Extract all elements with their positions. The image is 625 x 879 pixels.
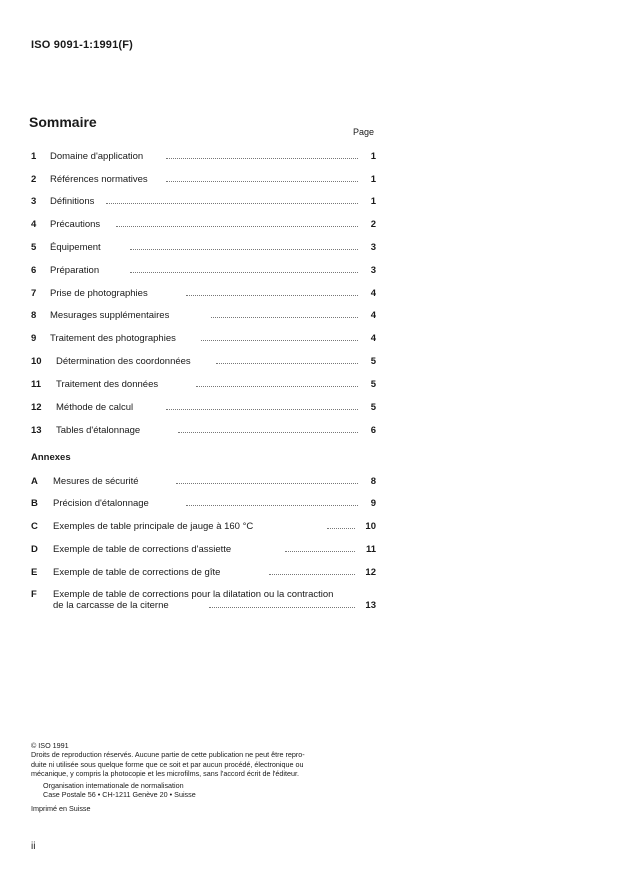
annex-label-line1: Exemple de table de corrections pour la dilatation ou la contraction <box>53 589 334 600</box>
page-number: ii <box>31 841 36 852</box>
toc-entry-number: 2 <box>31 174 37 185</box>
toc-entry[interactable] <box>31 379 376 393</box>
toc-entry[interactable] <box>31 310 376 324</box>
toc-entry[interactable] <box>31 333 376 347</box>
annex-entry[interactable] <box>31 589 376 613</box>
toc-entry-number: 6 <box>31 265 37 276</box>
leader-dots <box>130 272 358 273</box>
annex-entry[interactable] <box>31 544 376 558</box>
leader-dots <box>209 607 355 608</box>
leader-dots <box>166 181 358 182</box>
annex-entry[interactable] <box>31 521 376 535</box>
toc-entry-page: 1 <box>370 196 376 207</box>
toc-entry-label: Équipement <box>50 242 101 253</box>
toc-entry-page: 3 <box>370 242 376 253</box>
leader-dots <box>176 483 358 484</box>
toc-entry-page: 5 <box>370 356 376 367</box>
toc-entry-label: Références normatives <box>50 174 148 185</box>
annex-letter: D <box>31 544 38 555</box>
toc-entry[interactable] <box>31 425 376 439</box>
annex-label: Mesures de sécurité <box>53 476 139 487</box>
toc-entry-number: 9 <box>31 333 37 344</box>
annex-page: 10 <box>365 521 376 532</box>
copyright-block <box>31 741 305 813</box>
toc-entry-page: 1 <box>370 174 376 185</box>
leader-dots <box>269 574 355 575</box>
annex-page: 13 <box>365 600 376 611</box>
toc-entry-page: 5 <box>370 379 376 390</box>
toc-entry[interactable] <box>31 174 376 188</box>
toc-entry-label: Mesurages supplémentaires <box>50 310 170 321</box>
toc-entry[interactable] <box>31 151 376 165</box>
leader-dots <box>186 295 358 296</box>
annex-page: 11 <box>365 544 376 555</box>
annex-label: Exemple de table de corrections de gîte <box>53 567 221 578</box>
toc-entry-page: 4 <box>370 333 376 344</box>
rights-line: Droits de reproduction réservés. Aucune partie de cette publication ne peut être repro- <box>31 750 305 760</box>
toc-entry-label: Méthode de calcul <box>56 402 134 413</box>
toc-entry-number: 12 <box>31 402 42 413</box>
toc-entry-label: Définitions <box>50 196 95 207</box>
toc-entry-number: 13 <box>31 425 42 436</box>
toc-entry[interactable] <box>31 265 376 279</box>
annex-label: Précision d'étalonnage <box>53 498 149 509</box>
toc-entry-page: 3 <box>370 265 376 276</box>
toc-entry-label: Domaine d'application <box>50 151 144 162</box>
annex-label: Exemple de table de corrections d'assiette <box>53 544 232 555</box>
toc-entry-page: 1 <box>370 151 376 162</box>
leader-dots <box>327 528 355 529</box>
annex-page: 8 <box>370 476 376 487</box>
toc-entry-label: Tables d'étalonnage <box>56 425 141 436</box>
toc-entry[interactable] <box>31 288 376 302</box>
toc-entry-label: Précautions <box>50 219 101 230</box>
toc-entry-label: Traitement des photographies <box>50 333 176 344</box>
toc-entry[interactable] <box>31 196 376 210</box>
leader-dots <box>211 317 358 318</box>
toc-entry-label: Détermination des coordonnées <box>56 356 191 367</box>
leader-dots <box>130 249 358 250</box>
annex-entry[interactable] <box>31 567 376 581</box>
toc-entry-number: 4 <box>31 219 37 230</box>
toc-entry-number: 1 <box>31 151 37 162</box>
toc-entry-number: 3 <box>31 196 37 207</box>
leader-dots <box>201 340 358 341</box>
leader-dots <box>166 158 358 159</box>
toc-entry[interactable] <box>31 402 376 416</box>
annexes-heading: Annexes <box>31 452 71 463</box>
toc-entry-label: Préparation <box>50 265 100 276</box>
leader-dots <box>285 551 355 552</box>
annex-letter: B <box>31 498 38 509</box>
annex-letter: F <box>31 589 37 600</box>
organization: Organisation internationale de normalisation <box>43 781 184 791</box>
leader-dots <box>116 226 358 227</box>
toc-entry-number: 7 <box>31 288 37 299</box>
document-id: ISO 9091-1:1991(F) <box>31 39 134 51</box>
toc-entry-page: 4 <box>370 288 376 299</box>
annex-page: 9 <box>370 498 376 509</box>
toc-entry-label: Prise de photographies <box>50 288 148 299</box>
leader-dots <box>166 409 358 410</box>
leader-dots <box>196 386 358 387</box>
toc-entry-number: 8 <box>31 310 37 321</box>
toc-entry-page: 5 <box>370 402 376 413</box>
toc-entry-number: 10 <box>31 356 42 367</box>
page-column-label: Page <box>353 127 375 137</box>
annex-entry[interactable] <box>31 476 376 490</box>
printed-in: Imprimé en Suisse <box>31 803 91 813</box>
annex-letter: E <box>31 567 38 578</box>
address: Case Postale 56 • CH-1211 Genève 20 • Suisse <box>43 790 196 800</box>
toc-entry-number: 5 <box>31 242 37 253</box>
toc-entry-page: 2 <box>370 219 376 230</box>
annex-letter: A <box>31 476 38 487</box>
copyright-line: © ISO 1991 <box>31 741 69 750</box>
annex-label-line2: de la carcasse de la citerne <box>53 600 169 611</box>
rights-line: mécanique, y compris la photocopie et les microfilms, sans l'accord écrit de l'éditeur. <box>31 768 300 778</box>
toc-entry-number: 11 <box>31 379 42 390</box>
leader-dots <box>186 505 358 506</box>
leader-dots <box>216 363 358 364</box>
leader-dots <box>106 203 358 204</box>
annex-page: 12 <box>365 567 376 578</box>
toc-entry-page: 6 <box>370 425 376 436</box>
annex-entry[interactable] <box>31 498 376 512</box>
annex-label: Exemples de table principale de jauge à 160 °C <box>53 521 254 532</box>
toc-entry-label: Traitement des données <box>56 379 159 390</box>
toc-entry[interactable] <box>31 242 376 256</box>
toc-title: Sommaire <box>29 114 97 130</box>
leader-dots <box>178 432 358 433</box>
rights-line: duite ni utilisée sous quelque forme que ce soit et par aucun procédé, électronique ou <box>31 759 304 769</box>
toc-entry[interactable] <box>31 356 376 370</box>
annex-letter: C <box>31 521 38 532</box>
toc-entry-page: 4 <box>370 310 376 321</box>
toc-entry[interactable] <box>31 219 376 233</box>
